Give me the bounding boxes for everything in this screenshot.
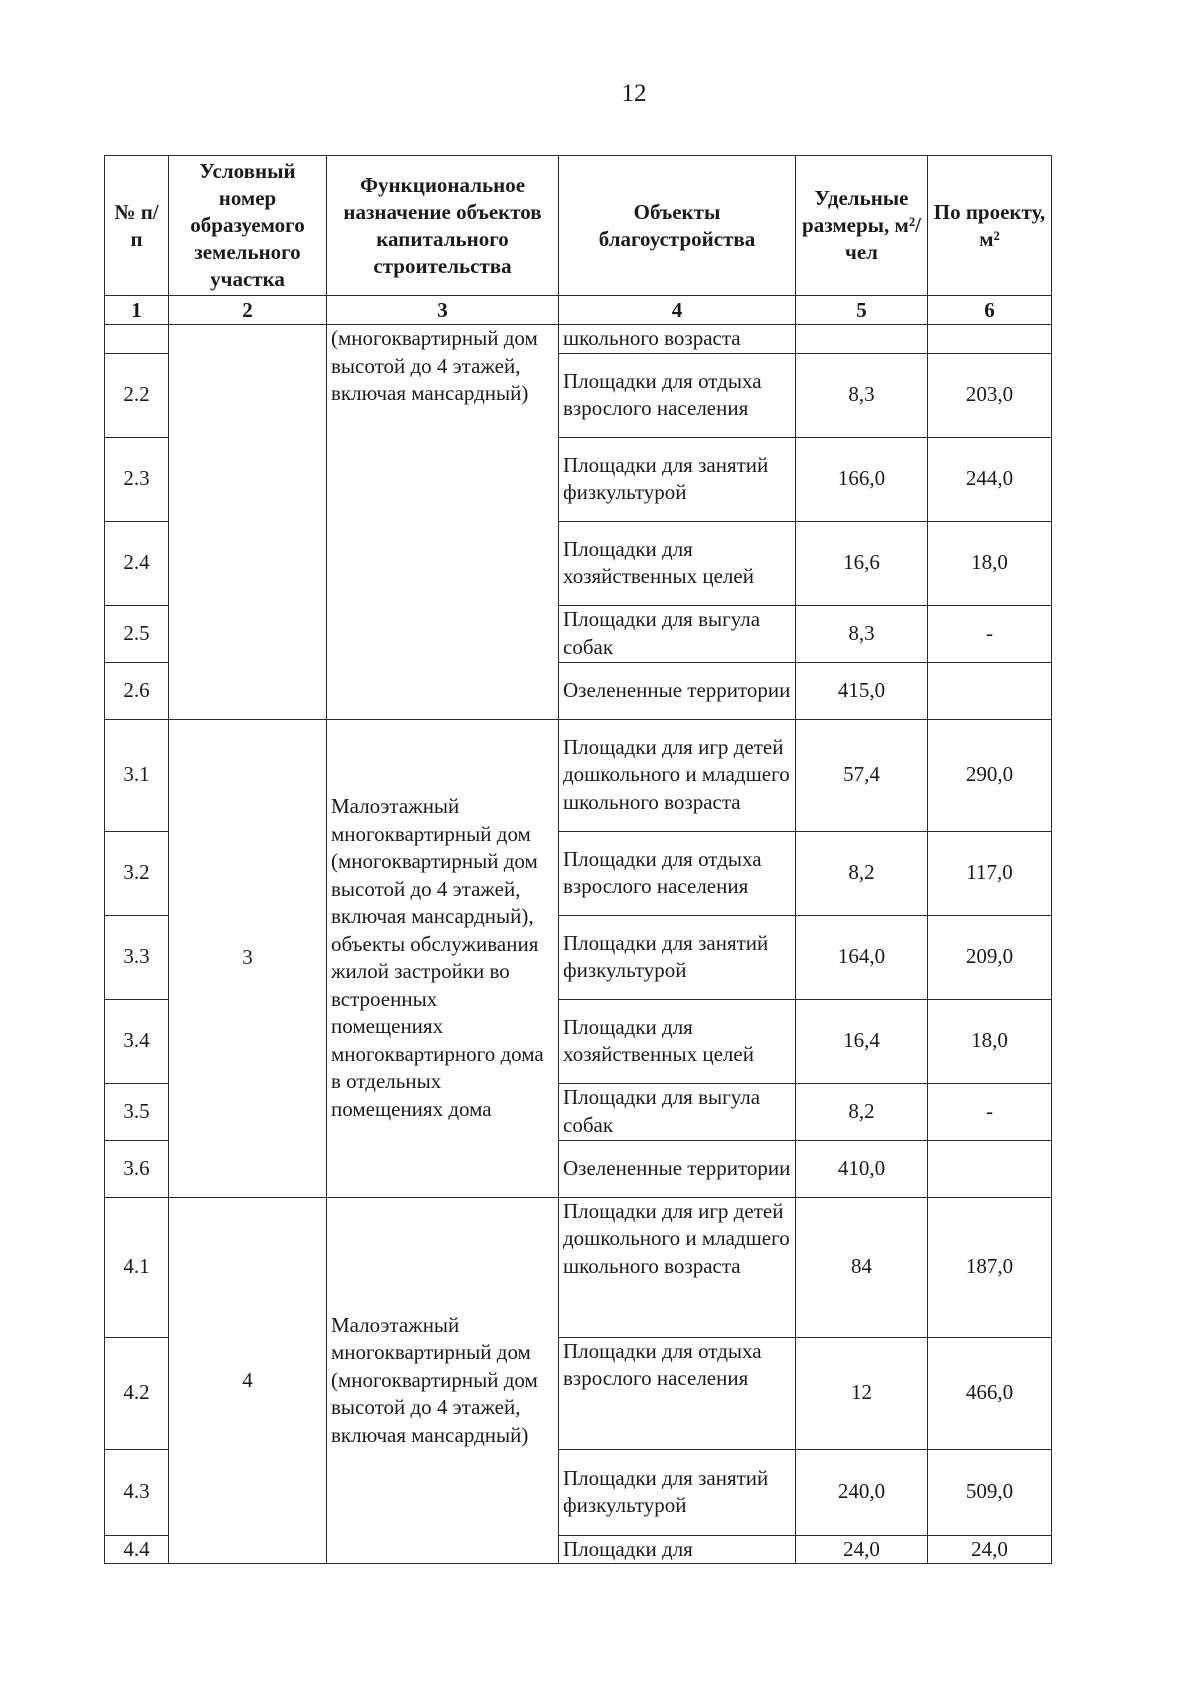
unit-size-cell: 16,6 [796, 521, 928, 605]
column-number: 3 [327, 296, 559, 325]
plot-number: 4 [169, 1197, 327, 1564]
unit-size-cell: 166,0 [796, 437, 928, 521]
unit-size-cell: 415,0 [796, 662, 928, 719]
unit-size-cell: 57,4 [796, 719, 928, 831]
plot-number: 3 [169, 719, 327, 1197]
project-cell: 203,0 [928, 353, 1052, 437]
row-number: 3.3 [105, 915, 169, 999]
header-unit-size: Удельные размеры, м²/чел [796, 156, 928, 296]
unit-size-cell: 24,0 [796, 1535, 928, 1564]
row-number: 2.2 [105, 353, 169, 437]
object-cell: Площадки для занятий физкультурой [559, 437, 796, 521]
object-cell: Озелененные территории [559, 662, 796, 719]
unit-size-cell: 410,0 [796, 1140, 928, 1197]
unit-size-cell: 8,2 [796, 831, 928, 915]
column-number: 5 [796, 296, 928, 325]
row-number: 2.6 [105, 662, 169, 719]
unit-size-cell: 8,3 [796, 353, 928, 437]
header-number: № п/п [105, 156, 169, 296]
header-function: Функциональное назначение объектов капитального строительства [327, 156, 559, 296]
project-cell: 187,0 [928, 1197, 1052, 1337]
function-cell: Малоэтажный многоквартирный дом (многоквартирный дом высотой до 4 этажей, включая мансардный), объекты обслуживания жилой застройки во встроенных помещениях многоквартирного дома в отдельных помещениях дома [327, 719, 559, 1197]
row-number [105, 325, 169, 354]
header-objects: Объекты благоустройства [559, 156, 796, 296]
column-number: 1 [105, 296, 169, 325]
function-cell: (многоквартирный дом высотой до 4 этажей, включая мансардный) [327, 325, 559, 720]
row-number: 3.5 [105, 1083, 169, 1140]
row-number: 3.6 [105, 1140, 169, 1197]
unit-size-cell: 164,0 [796, 915, 928, 999]
object-cell: Площадки для отдыха взрослого населения [559, 353, 796, 437]
row-number: 3.2 [105, 831, 169, 915]
object-cell: Площадки для занятий физкультурой [559, 915, 796, 999]
row-number: 4.1 [105, 1197, 169, 1337]
header-project: По проекту, м² [928, 156, 1052, 296]
row-number: 3.1 [105, 719, 169, 831]
object-cell: Площадки для отдыха взрослого населения [559, 1337, 796, 1449]
project-cell: 117,0 [928, 831, 1052, 915]
object-cell: Площадки для хозяйственных целей [559, 521, 796, 605]
object-cell: Площадки для хозяйственных целей [559, 999, 796, 1083]
object-cell: Площадки для [559, 1535, 796, 1564]
project-cell [928, 662, 1052, 719]
project-cell [928, 1140, 1052, 1197]
page-number: 12 [621, 80, 647, 107]
project-cell: 24,0 [928, 1535, 1052, 1564]
unit-size-cell: 240,0 [796, 1449, 928, 1535]
row-number: 2.5 [105, 605, 169, 662]
unit-size-cell: 8,2 [796, 1083, 928, 1140]
project-cell [928, 325, 1052, 354]
object-cell: Площадки для выгула собак [559, 1083, 796, 1140]
column-number: 4 [559, 296, 796, 325]
column-number-row [105, 296, 1052, 325]
project-cell: 466,0 [928, 1337, 1052, 1449]
unit-size-cell [796, 325, 928, 354]
row-number: 3.4 [105, 999, 169, 1083]
object-cell: Площадки для занятий физкультурой [559, 1449, 796, 1535]
landscaping-table [104, 155, 1052, 1564]
row-number: 2.3 [105, 437, 169, 521]
project-cell: 509,0 [928, 1449, 1052, 1535]
project-cell: - [928, 605, 1052, 662]
object-cell: Площадки для выгула собак [559, 605, 796, 662]
project-cell: 18,0 [928, 999, 1052, 1083]
row-number: 2.4 [105, 521, 169, 605]
row-number: 4.2 [105, 1337, 169, 1449]
table-row [105, 719, 1052, 831]
project-cell: 209,0 [928, 915, 1052, 999]
header-plot: Условный номер образуемого земельного участка [169, 156, 327, 296]
row-number: 4.3 [105, 1449, 169, 1535]
project-cell: 290,0 [928, 719, 1052, 831]
table-row [105, 1197, 1052, 1337]
plot-number [169, 325, 327, 720]
function-cell: Малоэтажный многоквартирный дом (многоквартирный дом высотой до 4 этажей, включая мансардный) [327, 1197, 559, 1564]
project-cell: 18,0 [928, 521, 1052, 605]
unit-size-cell: 12 [796, 1337, 928, 1449]
table-row [105, 325, 1052, 354]
project-cell: - [928, 1083, 1052, 1140]
column-number: 6 [928, 296, 1052, 325]
unit-size-cell: 8,3 [796, 605, 928, 662]
unit-size-cell: 84 [796, 1197, 928, 1337]
column-number: 2 [169, 296, 327, 325]
unit-size-cell: 16,4 [796, 999, 928, 1083]
header-row [105, 156, 1052, 296]
object-cell: школьного возраста [559, 325, 796, 354]
row-number: 4.4 [105, 1535, 169, 1564]
object-cell: Площадки для отдыха взрослого населения [559, 831, 796, 915]
object-cell: Площадки для игр детей дошкольного и младшего школьного возраста [559, 1197, 796, 1337]
object-cell: Озелененные территории [559, 1140, 796, 1197]
object-cell: Площадки для игр детей дошкольного и младшего школьного возраста [559, 719, 796, 831]
project-cell: 244,0 [928, 437, 1052, 521]
